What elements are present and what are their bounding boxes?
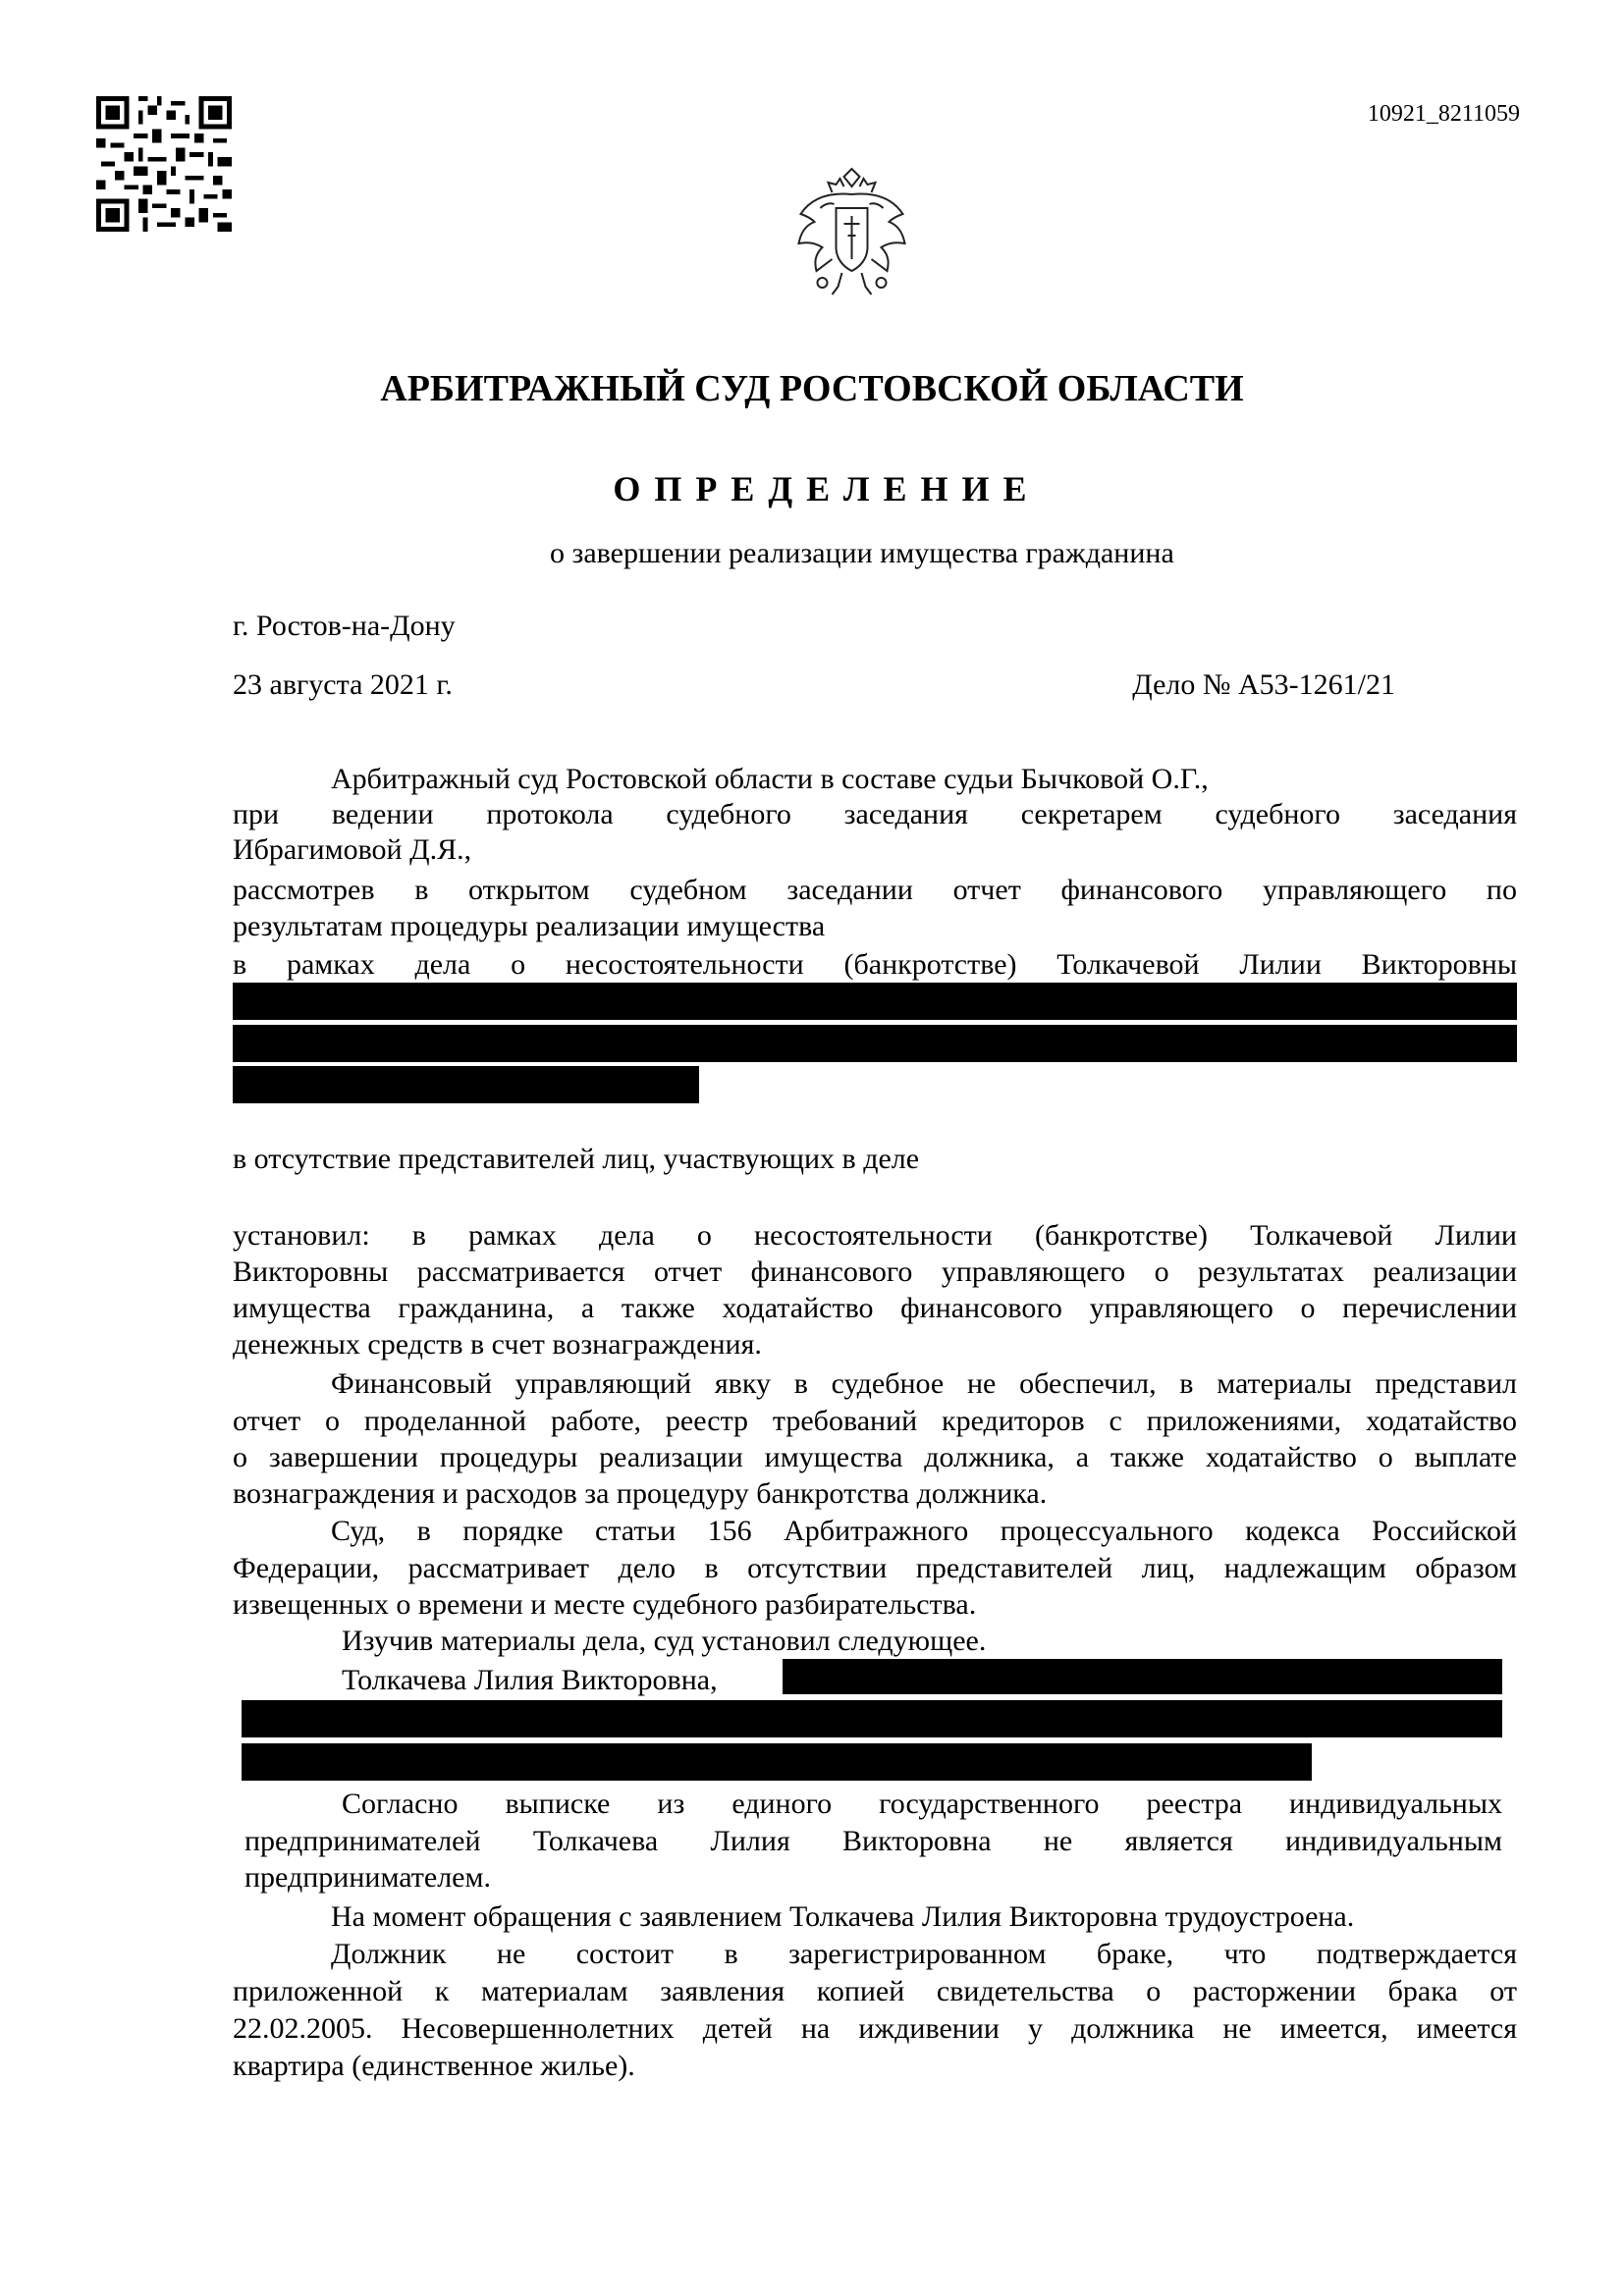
body-line: в рамках дела о несостоятельности (банкротстве) Толкачевой Лилии Викторовны: [233, 948, 1517, 981]
redaction-bar: [233, 1025, 1517, 1062]
redaction-bar: [242, 1743, 1312, 1781]
qr-code-icon: [96, 96, 232, 232]
body-line: извещенных о времени и месте судебного разбирательства.: [233, 1588, 977, 1621]
body-line: предпринимателем.: [244, 1861, 491, 1894]
body-line: Арбитражный суд Ростовской области в составе судьи Бычковой О.Г.,: [331, 763, 1209, 795]
body-line: имущества гражданина, а также ходатайство финансового управляющего о перечислении: [233, 1292, 1517, 1324]
body-line: квартира (единственное жилье).: [233, 2050, 635, 2082]
coat-of-arms-icon: [790, 165, 913, 302]
body-line: отчет о проделанной работе, реестр требований кредиторов с приложениями, ходатайство: [233, 1405, 1517, 1437]
document-title: ОПРЕДЕЛЕНИЕ: [613, 469, 1041, 508]
case-number: Дело № А53-1261/21: [1132, 668, 1395, 701]
body-line: рассмотрев в открытом судебном заседании отчет финансового управляющего по: [233, 874, 1517, 906]
body-line: Изучив материалы дела, суд установил следующее.: [342, 1625, 987, 1657]
body-line: Викторовны рассматривается отчет финансового управляющего о результатах реализации: [233, 1255, 1517, 1288]
body-line: На момент обращения с заявлением Толкачева Лилия Викторовна трудоустроена.: [331, 1900, 1355, 1933]
body-line: установил: в рамках дела о несостоятельности (банкротстве) Толкачевой Лилии: [233, 1219, 1517, 1252]
body-line: результатам процедуры реализации имущества: [233, 910, 826, 942]
body-line: о завершении процедуры реализации имущества должника, а также ходатайство о выплате: [233, 1441, 1517, 1473]
body-line: Толкачева Лилия Викторовна,: [342, 1664, 718, 1696]
redaction-bar: [783, 1659, 1502, 1694]
body-line: приложенной к материалам заявления копией свидетельства о расторжении брака от: [233, 1975, 1517, 2007]
body-line: вознаграждения и расходов за процедуру банкротства должника.: [233, 1477, 1048, 1510]
body-line: в отсутствие представителей лиц, участвующих в деле: [233, 1143, 920, 1175]
body-line: Федерации, рассматривает дело в отсутствии представителей лиц, надлежащим образом: [233, 1552, 1517, 1584]
body-line: Финансовый управляющий явку в судебное не обеспечил, в материалы представил: [331, 1367, 1517, 1400]
decision-date: 23 августа 2021 г.: [233, 668, 453, 701]
body-line: Согласно выписке из единого государственного реестра индивидуальных: [342, 1788, 1502, 1820]
court-name: АРБИТРАЖНЫЙ СУД РОСТОВСКОЙ ОБЛАСТИ: [380, 368, 1244, 409]
body-line: при ведении протокола судебного заседания секретарем судебного заседания: [233, 798, 1517, 830]
document-subtitle: о завершении реализации имущества гражданина: [550, 537, 1174, 569]
body-line: денежных средств в счет вознаграждения.: [233, 1328, 762, 1361]
city: г. Ростов-на-Дону: [233, 610, 456, 642]
redaction-bar: [233, 1066, 699, 1103]
body-line: 22.02.2005. Несовершеннолетних детей на иждивении у должника не имеется, имеется: [233, 2012, 1517, 2045]
document-id: 10921_8211059: [1367, 101, 1520, 127]
redaction-bar: [242, 1700, 1502, 1737]
body-line: Должник не состоит в зарегистрированном браке, что подтверждается: [331, 1938, 1517, 1970]
body-line: предпринимателей Толкачева Лилия Викторовна не является индивидуальным: [244, 1825, 1502, 1857]
body-line: Ибрагимовой Д.Я.,: [233, 833, 472, 866]
body-line: Суд, в порядке статьи 156 Арбитражного процессуального кодекса Российской: [331, 1515, 1517, 1547]
redaction-bar: [233, 983, 1517, 1020]
